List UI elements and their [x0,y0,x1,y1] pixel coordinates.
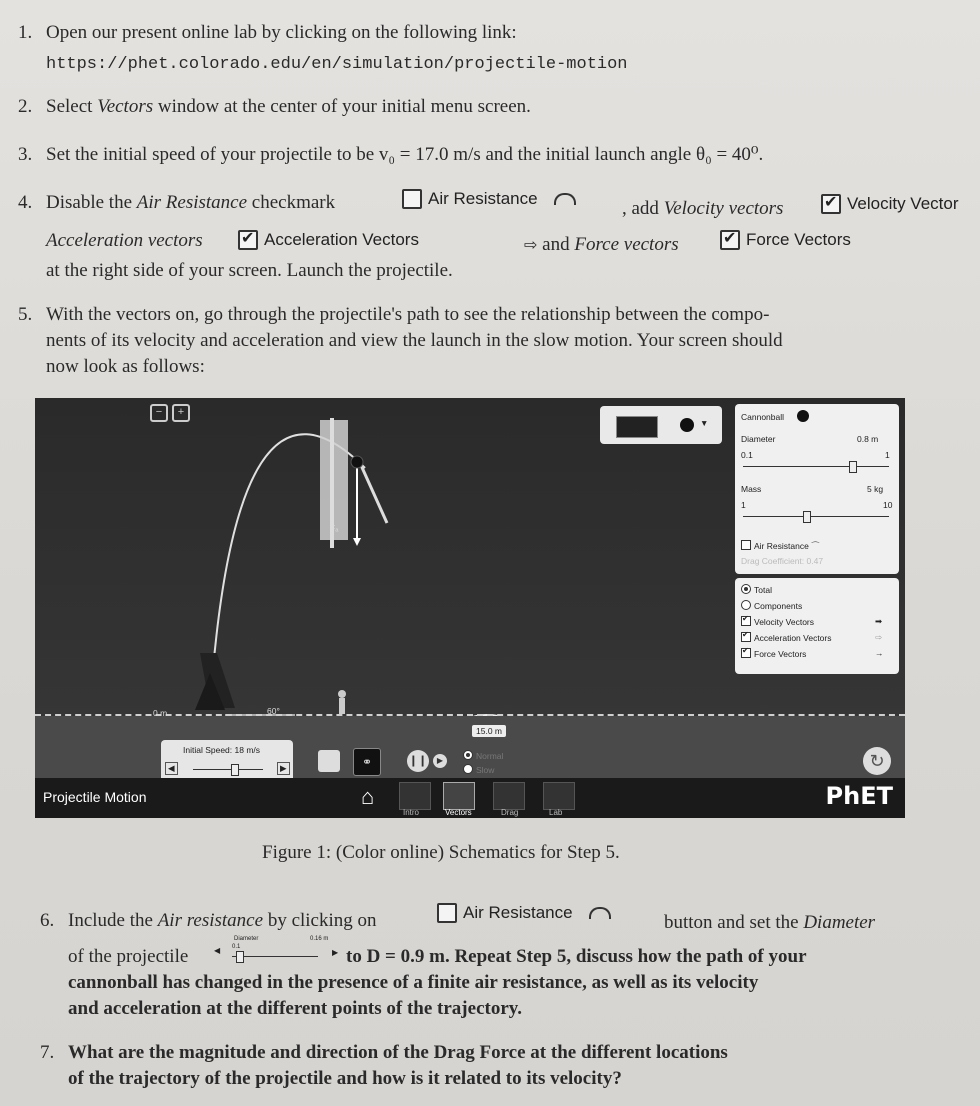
cannonball-label: Cannonball [741,412,785,422]
checkbox-label: Velocity Vector [847,194,959,213]
normal-radio[interactable] [463,750,503,761]
step-4-force-vectors: Force vectors [574,234,679,255]
mass-value: 5 kg [867,484,884,494]
step-number: 6. [40,910,55,931]
step-2-vectors: Vectors [97,96,154,117]
cannonball-icon [797,410,809,422]
air-resistance-checkbox[interactable] [402,189,576,209]
ball-icon [680,418,694,432]
step-number: 1. [18,22,33,43]
nav-intro[interactable] [399,782,431,810]
step-4-acceleration-vectors: Acceleration vectors [46,230,203,251]
step-5-line-2: nents of its velocity and acceleration and view the launch in the slow motion. Your screen should [46,330,783,351]
mass-max: 10 [883,500,893,510]
step-number: 7. [40,1042,55,1063]
fire-button[interactable]: ⚭ [353,748,381,776]
zoom-in-icon[interactable]: + [172,404,190,422]
mini-decrease-icon[interactable]: ◀ [214,946,221,955]
checkbox-label: Force Vectors [746,230,851,249]
trajectory-icon [589,907,611,919]
velocity-vector-checkbox[interactable] [821,194,959,214]
step-4-line-1 [18,190,335,216]
acceleration-vectors-label: Acceleration Vectors [754,633,832,643]
step-3 [18,142,763,168]
person-body [339,698,345,714]
step-number: 4. [18,192,33,213]
velocity-vectors-label: Velocity Vectors [754,617,815,627]
step-4-and: and [542,234,575,255]
nav-drag[interactable] [493,782,525,810]
diameter-slider-track[interactable] [743,466,889,467]
step-6-line-2a: of the projectile [68,946,189,967]
zoom-out-icon[interactable]: − [150,404,168,422]
angle-label: 60° [267,706,280,716]
components-radio[interactable] [741,600,802,611]
checkbox-icon [720,230,740,250]
drag-coefficient: Drag Coefficient: 0.47 [741,556,824,566]
air-resistance-toggle[interactable]: Air Resistance ⌒ [741,540,820,552]
step-4-add [622,196,783,222]
nav-lab-label: Lab [549,808,563,817]
step-4-line-3: at the right side of your screen. Launch the projectile. [46,260,453,281]
nav-intro-label: Intro [403,808,420,817]
step-4-air-resistance: Air Resistance [136,192,248,213]
step-6-button-text [664,910,875,936]
mini-slider-thumb[interactable] [236,951,244,963]
step-2-pre: Select [46,96,98,117]
slow-label: Slow [476,765,495,775]
velocity-arrow-icon: ➡ [875,616,883,626]
force-label: Fₐ [330,523,339,533]
distance-readout: 15.0 m [472,725,506,737]
slow-radio[interactable] [463,764,494,775]
step-4-force [524,232,679,258]
mass-label: Mass [741,484,762,494]
radio-icon [741,600,751,610]
force-arrow-icon: → [875,648,884,658]
mini-slider-track[interactable] [232,956,318,957]
mini-increase-icon[interactable]: ▶ [332,948,339,957]
step-7-line-1 [40,1040,728,1066]
velocity-vectors-toggle[interactable] [741,616,814,627]
speed-slider-track[interactable] [193,769,263,770]
figure-caption: Figure 1: (Color online) Schematics for Step 5. [262,842,620,863]
checkbox-icon [741,616,751,626]
step-4-line-2 [46,228,203,254]
step-6-line-1 [40,908,377,934]
checkbox-icon [821,194,841,214]
radio-icon [741,584,751,594]
phet-link[interactable]: https://phet.colorado.edu/en/simulation/projectile-motion [46,55,628,74]
step-6-air-resistance: Air resistance [157,910,264,931]
step-6-mid: by clicking on [263,910,377,931]
mini-diameter-label: Diameter [234,936,259,942]
mass-slider-thumb[interactable] [803,511,811,523]
step-7-line-2: of the trajectory of the projectile and how is it related to its velocity? [68,1068,622,1089]
step-6-line-3: cannonball has changed in the presence of a finite air resistance, as well as its velocity [68,972,759,993]
step-4-velocity-vectors: Velocity vectors [663,198,784,219]
speed-decrease-button[interactable]: ◀ [165,762,178,775]
mini-min: 0.1 [232,944,241,950]
home-icon[interactable]: ⌂ [361,784,375,809]
force-arrowhead [353,538,361,546]
checkbox-label: Acceleration Vectors [264,230,419,249]
mass-slider-track[interactable] [743,516,889,517]
velocity-vector [360,463,387,523]
checkbox-label: Air Resistance [428,189,538,208]
phet-logo: PhET [825,782,893,810]
navigation-bar [35,778,905,818]
mini-diameter-value: 0.16 m [310,936,329,942]
nav-drag-label: Drag [501,808,519,817]
step-4-pre: Disable the [46,192,137,213]
step-number: 5. [18,304,33,325]
diameter-mini-slider[interactable] [212,936,342,962]
step-3-text: Set the initial speed of your projectile to be v₀ = 17.0 m/s and the initial launch angle θ₀ = 40⁰. [46,144,764,165]
step-1-text: Open our present online lab by clicking on the following link: [46,22,517,43]
reset-icon[interactable]: ↻ [863,747,891,775]
step-5-text: With the vectors on, go through the projectile's path to see the relationship between the compo- [46,304,770,325]
initial-speed-panel [161,740,293,782]
force-vectors-toggle[interactable] [741,648,806,659]
diameter-value: 0.8 m [857,434,879,444]
cannonball [351,456,363,468]
projectile-settings-panel [735,404,899,574]
hollow-arrow-icon: ⇨ [524,235,538,254]
projectile-selector[interactable] [600,406,722,444]
speed-slider-thumb[interactable] [231,764,239,776]
sim-title: Projectile Motion [43,789,147,805]
trajectory-icon [554,193,576,205]
acceleration-vectors-toggle[interactable] [741,632,831,643]
step-5-line-3: now look as follows: [46,356,205,377]
step-4-add-text: , add [622,198,664,219]
step-button[interactable]: ▶ [433,754,447,768]
components-label: Components [754,601,803,611]
step-2 [18,94,531,120]
step-7-text: What are the magnitude and direction of the Drag Force at the different locations [68,1042,728,1063]
step-number: 3. [18,144,33,165]
nav-vectors[interactable] [443,782,475,810]
step-6-diameter: Diameter [803,912,876,933]
checkbox-icon [741,540,751,550]
checkbox-icon [238,230,258,250]
nav-vectors-label: Vectors [445,808,472,817]
height-zero-label: 0 m [153,708,168,718]
normal-label: Normal [476,751,504,761]
diameter-slider-thumb[interactable] [849,461,857,473]
diameter-min: 0.1 [741,450,753,460]
total-radio[interactable] [741,584,772,595]
person-head [338,690,346,698]
step-1 [18,20,517,46]
vectors-panel [735,578,899,674]
simulation-screenshot [35,398,905,818]
mass-min: 1 [741,500,746,510]
step-6-post: button and set the [664,912,804,933]
cannonball-image [616,416,658,438]
step-5-line-1 [18,302,769,328]
checkbox-icon [741,648,751,658]
pause-button[interactable]: ❙❙ [407,750,429,772]
total-label: Total [754,585,772,595]
checkbox-icon [437,903,457,923]
diameter-label: Diameter [741,434,776,444]
speed-increase-button[interactable]: ▶ [277,762,290,775]
erase-button[interactable] [318,750,340,772]
initial-speed-label: Initial Speed: 18 m/s [183,745,261,755]
step-6-line-2b: to D = 0.9 m. Repeat Step 5, discuss how the path of your [346,946,807,967]
step-number: 2. [18,96,33,117]
chevron-down-icon: ▼ [700,418,709,428]
force-vectors-label: Force Vectors [754,649,807,659]
checkbox-icon [402,189,422,209]
step-6-line-4: and acceleration at the different points of the trajectory. [68,998,522,1019]
step-6-pre: Include the [68,910,158,931]
radio-icon [463,750,473,760]
step-2-post: window at the center of your initial menu screen. [153,96,531,117]
nav-lab[interactable] [543,782,575,810]
checkbox-label: Air Resistance [463,903,573,922]
checkbox-icon [741,632,751,642]
radio-icon [463,764,473,774]
acceleration-vectors-checkbox[interactable] [238,230,419,250]
air-resistance-label: Air Resistance [754,541,809,551]
step-6-air-resistance-checkbox[interactable] [437,903,611,923]
acceleration-arrow-icon: ⇨ [875,632,883,642]
diameter-max: 1 [885,450,890,460]
force-vectors-checkbox[interactable] [720,230,851,250]
step-4-mid: checkmark [247,192,336,213]
